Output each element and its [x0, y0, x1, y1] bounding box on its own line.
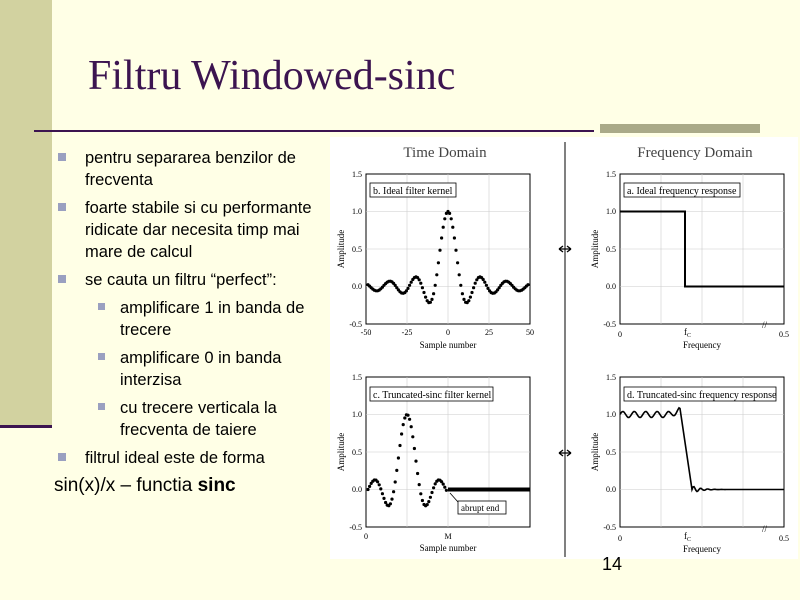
panel-b	[336, 170, 534, 350]
sample-point	[426, 503, 429, 506]
sample-point	[445, 489, 448, 492]
sample-point	[421, 499, 424, 502]
left-decor-bar	[0, 0, 52, 425]
x-tick: 0	[446, 328, 450, 337]
y-tick: 0.0	[606, 282, 616, 291]
formula-text: sin(x)/x – functia	[54, 475, 198, 496]
sample-point	[398, 444, 401, 447]
sample-point	[435, 273, 438, 276]
sample-point	[443, 486, 446, 489]
sample-point	[390, 498, 393, 501]
sample-point	[450, 217, 453, 220]
sample-point	[419, 282, 422, 285]
sample-point	[378, 483, 381, 486]
sample-point	[462, 298, 465, 301]
sample-point	[406, 414, 409, 417]
formula-bold: sinc	[197, 475, 236, 496]
panel-a-label: a. Ideal frequency response	[627, 186, 737, 197]
time-domain-heading: Time Domain	[403, 145, 487, 161]
sample-point	[456, 261, 459, 264]
bullet-item: pentru separarea benzilor de frecventa	[58, 147, 328, 191]
x-tick: 0	[618, 534, 622, 543]
sample-point	[408, 418, 411, 421]
fc-label: $f_C$	[684, 531, 692, 543]
y-axis-label: Amplitude	[336, 229, 346, 269]
sample-point	[366, 488, 369, 491]
sample-point	[461, 292, 464, 295]
fc-label: $f_C$	[684, 327, 692, 339]
x-axis-label: Frequency	[683, 544, 721, 554]
sample-point	[442, 483, 445, 486]
bullet-item: foarte stabile si cu performante ridicate dar necesita timp mai mare de calcul	[58, 197, 328, 263]
sample-point	[458, 273, 461, 276]
x-axis-label: Frequency	[683, 340, 721, 350]
sample-point	[422, 291, 425, 294]
sample-point	[427, 500, 430, 503]
sample-point	[408, 284, 411, 287]
sample-point	[448, 212, 451, 215]
axis-break-icon: //	[762, 524, 768, 534]
sample-point	[419, 492, 422, 495]
sample-point	[440, 236, 443, 239]
y-tick: 0.0	[606, 485, 616, 494]
sample-point	[430, 491, 433, 494]
sample-point	[434, 482, 437, 485]
x-tick: 50	[526, 328, 534, 337]
panel-d-label: d. Truncated-sinc frequency response	[627, 390, 777, 401]
sample-point	[389, 502, 392, 505]
y-tick: 1.0	[352, 207, 362, 216]
sample-point	[406, 287, 409, 290]
x-tick: 0.5	[779, 534, 789, 543]
title-rule-accent	[600, 124, 760, 133]
sample-point	[467, 299, 470, 302]
bullet-item: filtrul ideal este de forma	[58, 447, 328, 469]
sub-bullet-item: amplificare 0 in banda interzisa	[58, 347, 328, 391]
sample-point	[397, 456, 400, 459]
sample-point	[454, 249, 457, 252]
sample-point	[382, 497, 385, 500]
sample-point	[443, 217, 446, 220]
panel-c	[336, 373, 530, 553]
abrupt-end-label: abrupt end	[461, 503, 500, 513]
x-tick: 0	[364, 532, 368, 541]
x-axis-label: Sample number	[419, 340, 477, 350]
left-decor-line	[0, 425, 52, 428]
y-tick: 1.5	[606, 170, 616, 179]
sample-point	[485, 284, 488, 287]
sample-point	[483, 281, 486, 284]
sample-point	[400, 432, 403, 435]
sample-point	[442, 226, 445, 229]
sample-point	[394, 480, 397, 483]
sample-point	[459, 284, 462, 287]
y-tick: 1.0	[606, 207, 616, 216]
bullet-list	[54, 147, 328, 497]
y-axis-label: Amplitude	[590, 432, 600, 472]
sample-point	[482, 278, 485, 281]
sample-point	[418, 278, 421, 281]
x-tick: 25	[485, 328, 493, 337]
y-axis-label: Amplitude	[336, 432, 346, 472]
panel-a	[590, 170, 789, 350]
y-tick: -0.5	[603, 320, 616, 329]
sample-point	[381, 492, 384, 495]
x-tick: 0	[618, 330, 622, 339]
y-tick: 0.5	[352, 245, 362, 254]
bullet-item: se cauta un filtru “perfect”:	[58, 269, 328, 291]
sample-point	[472, 286, 475, 289]
y-tick: 1.5	[352, 373, 362, 382]
axis-break-icon: //	[762, 320, 768, 330]
sample-point	[416, 472, 419, 475]
slide-title: Filtru Windowed-sinc	[88, 53, 456, 99]
sample-point	[453, 236, 456, 239]
sample-point	[451, 226, 454, 229]
sample-point	[429, 496, 432, 499]
sample-point	[395, 469, 398, 472]
title-rule	[34, 130, 594, 132]
frequency-domain-heading: Frequency Domain	[637, 145, 753, 161]
sample-point	[421, 286, 424, 289]
sample-point	[379, 487, 382, 490]
sample-point	[402, 423, 405, 426]
sample-point	[470, 291, 473, 294]
sample-point	[469, 296, 472, 299]
sample-point	[410, 281, 413, 284]
panel-b-label: b. Ideal filter kernel	[373, 186, 453, 197]
x-axis-label: Sample number	[419, 543, 477, 553]
sample-point	[432, 486, 435, 489]
sub-bullet-item: cu trecere verticala la frecventa de taiere	[58, 397, 328, 441]
sample-point	[403, 416, 406, 419]
sample-point	[411, 435, 414, 438]
sample-point	[474, 282, 477, 285]
filter-figure	[330, 137, 798, 559]
abrupt-end-arrow	[450, 493, 458, 502]
y-tick: -0.5	[603, 523, 616, 532]
y-tick: 0.5	[352, 448, 362, 457]
y-tick: 1.0	[606, 410, 616, 419]
sample-point	[526, 283, 529, 286]
sample-point	[437, 261, 440, 264]
x-tick: 0.5	[779, 330, 789, 339]
y-tick: 0.5	[606, 448, 616, 457]
y-tick: 1.0	[352, 410, 362, 419]
y-tick: 0.5	[606, 245, 616, 254]
sample-point	[430, 298, 433, 301]
x-tick: -25	[401, 328, 413, 337]
y-tick: 0.0	[352, 485, 362, 494]
formula-line	[54, 475, 328, 497]
sample-point	[413, 447, 416, 450]
sample-point	[424, 296, 427, 299]
y-tick: -0.5	[349, 523, 362, 532]
sample-point	[410, 425, 413, 428]
sample-point	[392, 490, 395, 493]
sample-point	[434, 284, 437, 287]
y-tick: -0.5	[349, 320, 362, 329]
sample-point	[429, 301, 432, 304]
y-axis-label: Amplitude	[590, 229, 600, 269]
x-tick: -50	[360, 328, 372, 337]
y-tick: 1.5	[352, 170, 362, 179]
sample-point	[432, 292, 435, 295]
sample-point	[376, 480, 379, 483]
panel-c-label: c. Truncated-sinc filter kernel	[373, 390, 492, 401]
y-tick: 0.0	[352, 282, 362, 291]
sample-point	[438, 249, 441, 252]
sample-point	[368, 485, 371, 488]
sample-point	[418, 483, 421, 486]
x-axis-label: M	[444, 532, 452, 541]
page-number: 14	[602, 554, 623, 574]
y-tick: 1.5	[606, 373, 616, 382]
panel-d	[590, 373, 789, 554]
sample-point	[414, 460, 417, 463]
sub-bullet-item: amplificare 1 in banda de trecere	[58, 297, 328, 341]
filter-figure-svg	[330, 137, 798, 559]
